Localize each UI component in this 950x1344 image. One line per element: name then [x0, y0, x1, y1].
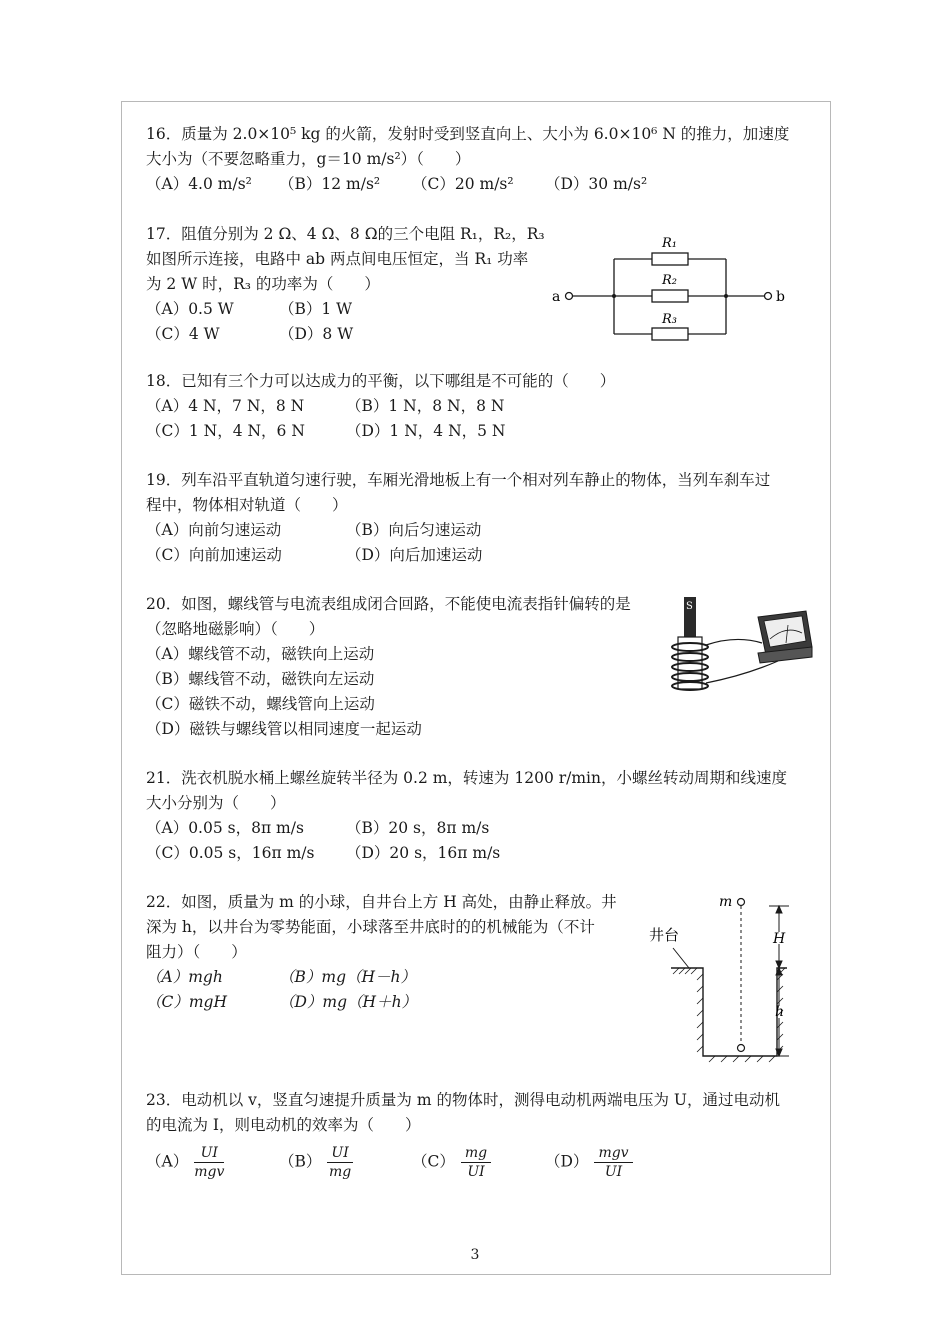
option-17-d: （D）8 W	[279, 325, 354, 343]
option-20-b: （B）螺线管不动，磁铁向左运动	[146, 670, 375, 688]
option-22-d: （D）mg（H＋h）	[279, 993, 418, 1011]
option-21-d: （D）20 s，16π m/s	[346, 844, 501, 862]
option-22-c: （C）mgH	[146, 993, 227, 1011]
question-22-line3: 阻力）（ ）	[146, 943, 247, 961]
option-21-a: （A）0.05 s，8π m/s	[146, 819, 304, 837]
question-20	[146, 592, 631, 742]
option-18-c: （C）1 N，4 N，6 N	[146, 422, 305, 440]
question-21-line1: 21．洗衣机脱水桶上螺丝旋转半径为 0.2 m，转速为 1200 r/min，小螺丝转动周期和线速度	[146, 769, 787, 787]
option-22-b: （B）mg（H－h）	[279, 968, 417, 986]
option-19-c: （C）向前加速运动	[146, 546, 282, 564]
option-20-c: （C）磁铁不动，螺线管向上运动	[146, 695, 375, 713]
well-diagram	[645, 888, 805, 1064]
question-22-line2: 深为 h，以井台为零势能面，小球落至井底时的的机械能为（不计	[146, 918, 595, 936]
question-19	[146, 468, 770, 568]
option-17-c: （C）4 W	[146, 325, 220, 343]
label-well: 井台	[649, 926, 680, 944]
option-18-b: （B）1 N，8 N，8 N	[346, 397, 505, 415]
ball-top	[738, 899, 745, 906]
option-16-b: （B）12 m/s²	[279, 175, 381, 193]
label-b: b	[776, 289, 785, 305]
option-21-c: （C）0.05 s，16π m/s	[146, 844, 315, 862]
option-19-b: （B）向后匀速运动	[346, 521, 482, 539]
page-number: 3	[470, 1247, 480, 1263]
option-16-d: （D）30 m/s²	[545, 175, 648, 193]
label-h: h	[775, 1004, 785, 1020]
option-19-d: （D）向后加速运动	[346, 546, 483, 564]
question-22	[146, 890, 617, 1015]
label-m: m	[719, 894, 733, 910]
question-23-line2: 的电流为 I，则电动机的效率为（ ）	[146, 1116, 421, 1134]
option-18-d: （D）1 N，4 N，5 N	[346, 422, 506, 440]
question-20-line1: 20．如图，螺线管与电流表组成闭合回路，不能使电流表指针偏转的是	[146, 595, 631, 613]
question-16-line2: 大小为（不要忽略重力，g＝10 m/s²）（ ）	[146, 150, 471, 168]
option-17-b: （B）1 W	[279, 300, 353, 318]
question-21	[146, 766, 787, 866]
option-16-c: （C）20 m/s²	[412, 175, 514, 193]
question-17-line2: 如图所示连接，电路中 ab 两点间电压恒定，当 R₁ 功率	[146, 250, 529, 268]
option-16-a: （A）4.0 m/s²	[146, 175, 252, 193]
option-18-a: （A）4 N，7 N，8 N	[146, 397, 305, 415]
solenoid-galvanometer-figure	[666, 595, 816, 695]
magnet-label-s: S	[686, 601, 693, 612]
label-a: a	[552, 289, 561, 305]
question-19-line1: 19．列车沿平直轨道匀速行驶，车厢光滑地板上有一个相对列车静止的物体，当列车刹车过	[146, 471, 771, 489]
label-H: H	[773, 931, 786, 947]
option-23-d: （D） $\frac{\text{mgv}}{UI}$	[545, 1144, 678, 1181]
question-16	[146, 122, 789, 197]
resistor-r2	[652, 290, 688, 302]
question-23-line1: 23．电动机以 v，竖直匀速提升质量为 m 的物体时，测得电动机两端电压为 U，通过电动机	[146, 1091, 780, 1109]
well-walls	[671, 968, 787, 1056]
option-20-a: （A）螺线管不动，磁铁向上运动	[146, 645, 375, 663]
resistor-r3	[652, 328, 688, 340]
question-23	[146, 1088, 780, 1181]
question-19-line2: 程中，物体相对轨道（ ）	[146, 496, 348, 514]
option-23-c: （C） $\frac{mg}{UI}$	[412, 1144, 545, 1181]
question-21-line2: 大小分别为（ ）	[146, 794, 286, 812]
question-22-line1: 22．如图，质量为 m 的小球，自井台上方 H 高处，由静止释放。井	[146, 893, 617, 911]
option-19-a: （A）向前匀速运动	[146, 521, 282, 539]
dimension-arrows	[769, 906, 789, 1056]
resistor-r1	[652, 253, 688, 265]
question-17	[146, 222, 545, 347]
question-17-line1: 17．阻值分别为 2 Ω、4 Ω、8 Ω的三个电阻 R₁，R₂，R₃	[146, 225, 545, 243]
label-r3: R₃	[662, 312, 677, 327]
option-17-a: （A）0.5 W	[146, 300, 234, 318]
question-18-line1: 18．已知有三个力可以达成力的平衡，以下哪组是不可能的（ ）	[146, 372, 616, 390]
ball-bottom	[738, 1045, 745, 1052]
label-r2: R₂	[662, 273, 677, 288]
terminal-a	[566, 293, 573, 300]
option-23-a: （A） $\frac{UI}{\text{mgv}}$	[146, 1145, 225, 1180]
question-17-line3: 为 2 W 时，R₃ 的功率为（ ）	[146, 275, 380, 293]
question-18	[146, 369, 615, 444]
option-23-b: （B） $\frac{UI}{mg}$	[279, 1145, 352, 1180]
question-16-line1: 16．质量为 2.0×10⁵ kg 的火箭，发射时受到竖直向上、大小为 6.0×10⁶ N 的推力，加速度	[146, 125, 790, 143]
option-22-a: （A）mgh	[146, 968, 223, 986]
option-20-d: （D）磁铁与螺线管以相同速度一起运动	[146, 720, 422, 738]
terminal-b	[765, 293, 772, 300]
option-21-b: （B）20 s，8π m/s	[346, 819, 490, 837]
circuit-diagram	[548, 228, 798, 348]
label-r1: R₁	[662, 236, 677, 251]
question-20-line2: （忽略地磁影响）（ ）	[146, 620, 325, 638]
galvanometer	[758, 611, 812, 663]
